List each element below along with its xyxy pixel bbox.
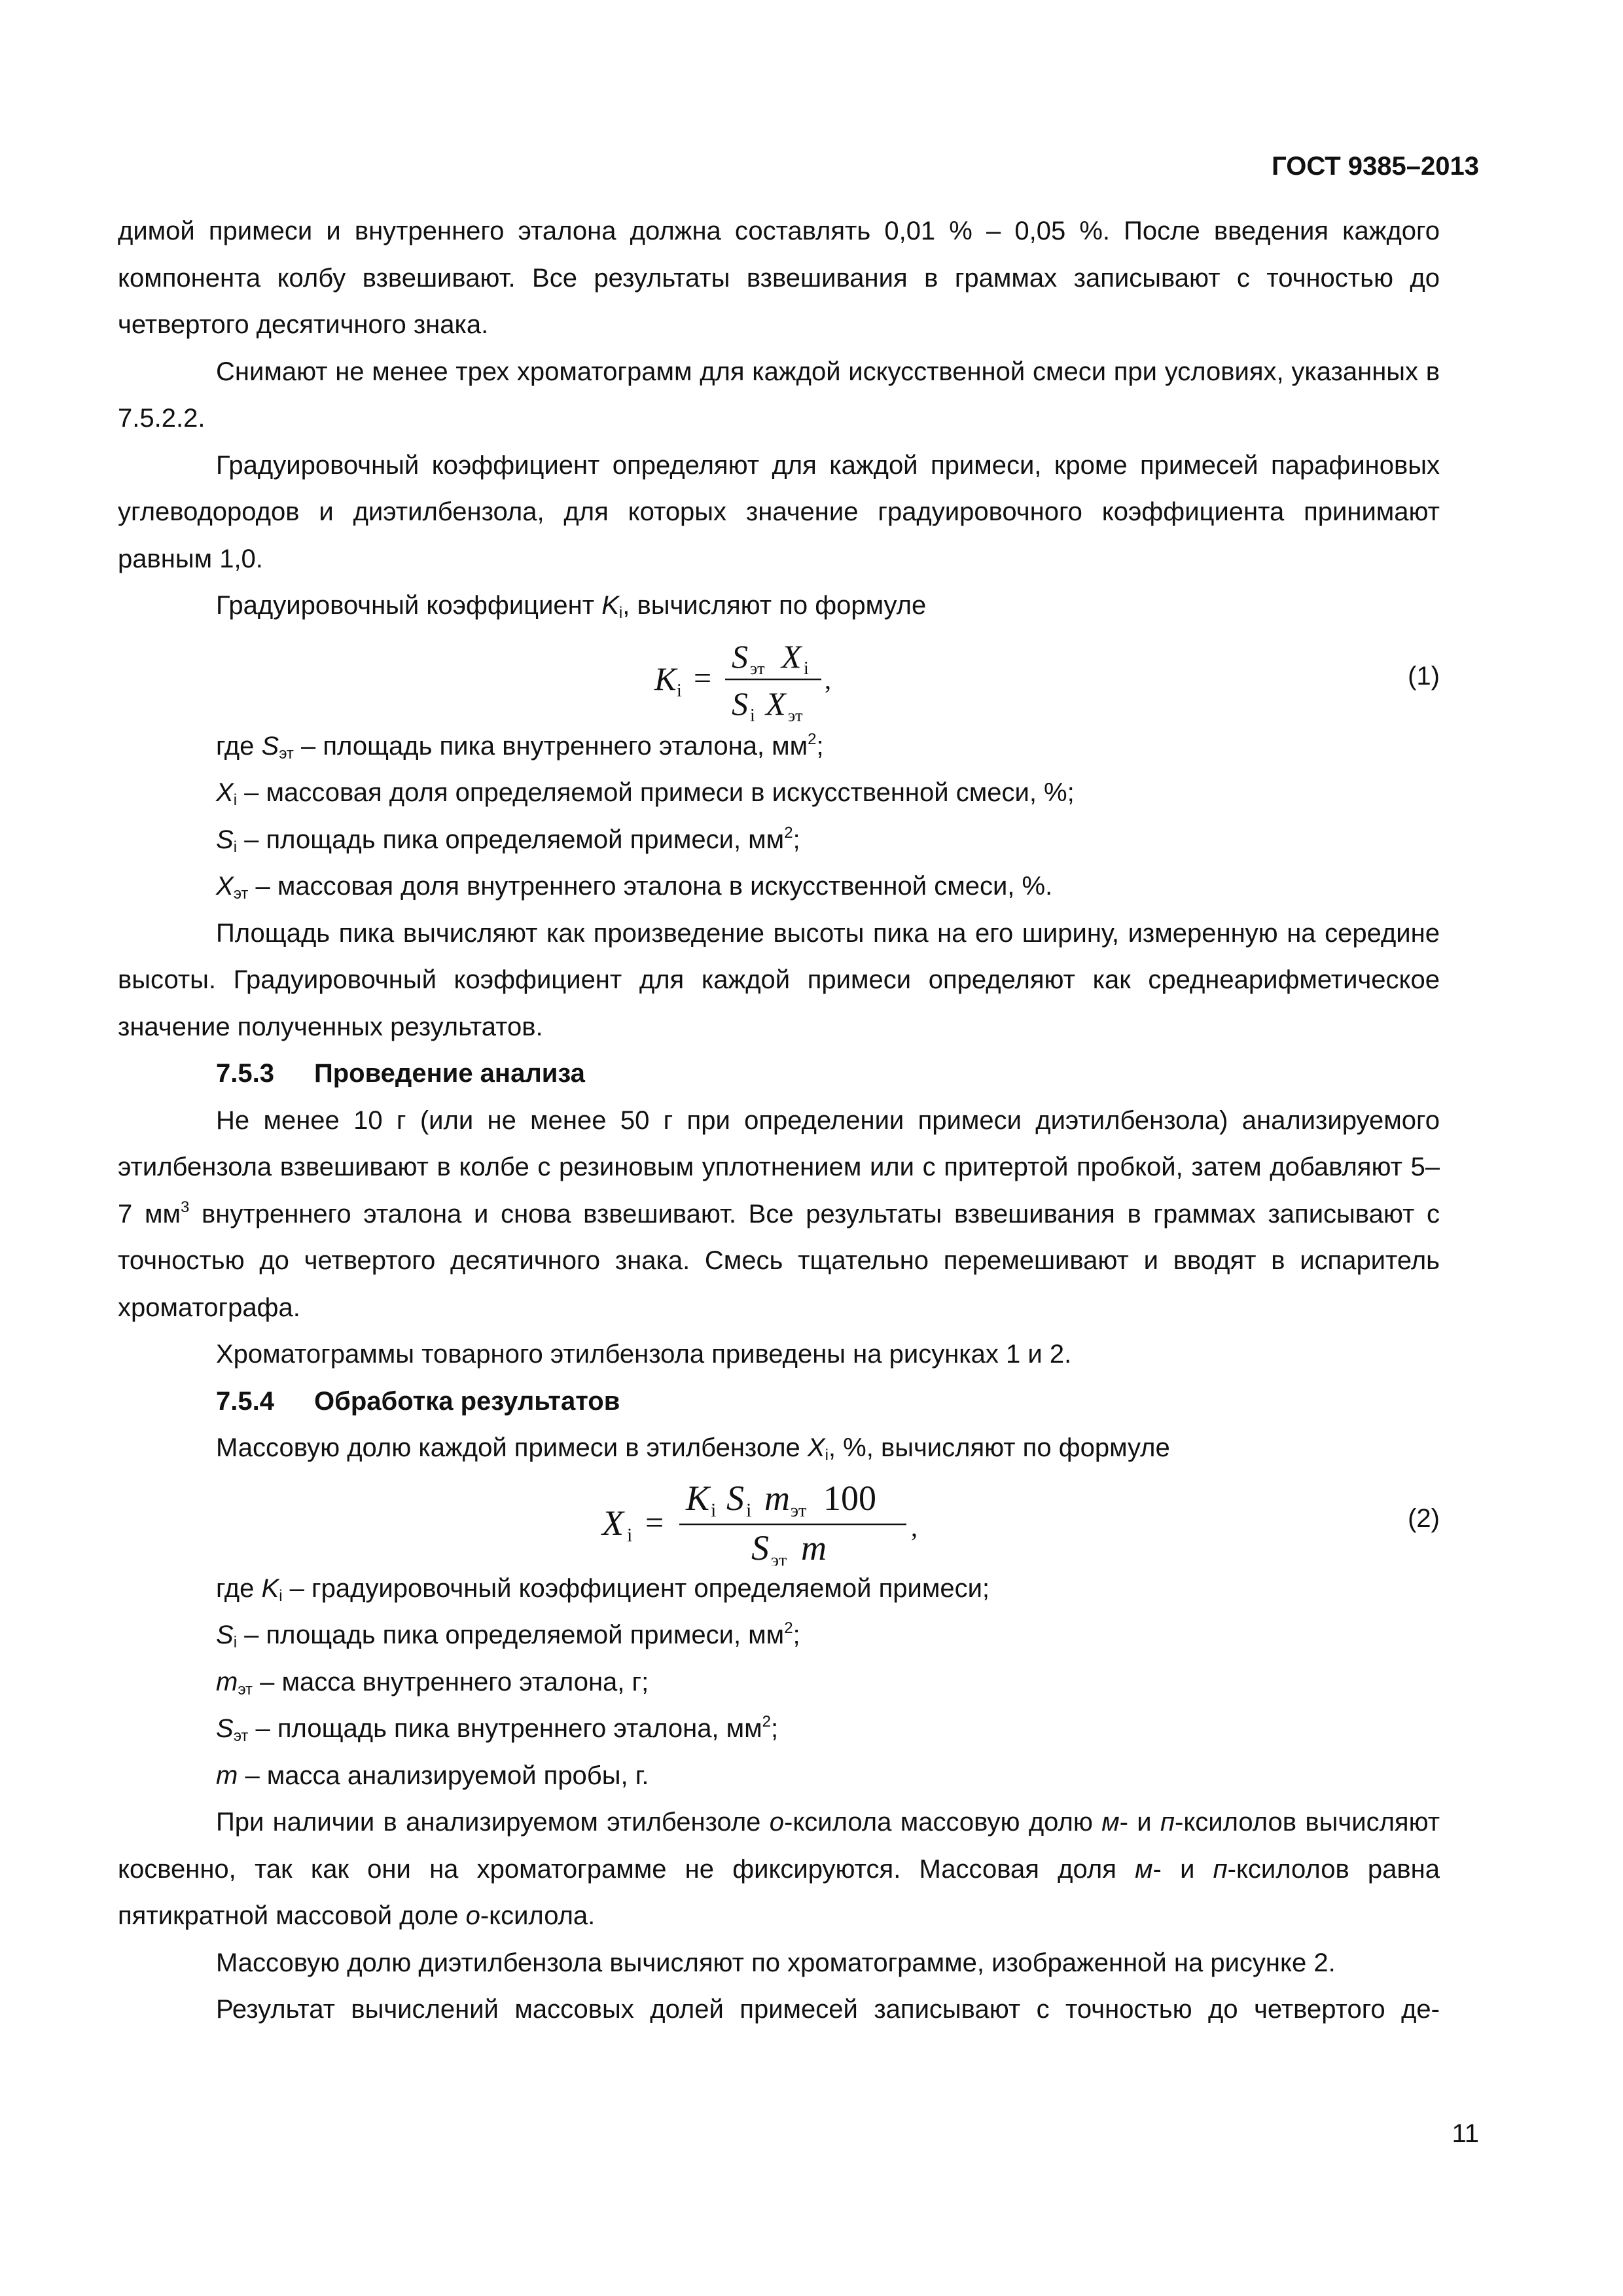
text: ; — [816, 731, 824, 761]
italic-prefix: п — [1160, 1808, 1175, 1837]
legend-item — [118, 1566, 1440, 1613]
svg-text:m: m — [801, 1528, 827, 1566]
paragraph — [118, 1425, 1440, 1472]
text: - и — [1119, 1808, 1160, 1837]
page-body — [118, 208, 1440, 2034]
svg-text:X: X — [781, 637, 802, 675]
text: – площадь пика внутреннего эталона, мм — [293, 731, 808, 761]
text: – масса внутреннего эталона, г; — [253, 1667, 649, 1696]
italic-prefix: о — [769, 1808, 785, 1837]
text: ; — [771, 1714, 779, 1743]
variable: m — [216, 1667, 238, 1696]
subscript: i — [825, 1446, 829, 1464]
superscript: 2 — [784, 823, 793, 842]
text: – масса анализируемой пробы, г. — [238, 1761, 649, 1790]
formula-2-graphic — [118, 1472, 1440, 1566]
text: ; — [793, 825, 800, 854]
paragraph — [118, 1098, 1440, 1332]
italic-prefix: о — [465, 1901, 480, 1930]
section-title: Проведение анализа — [314, 1059, 585, 1088]
text: – массовая доля определяемой примеси в искусственной смеси, %; — [237, 778, 1075, 807]
text: – градуировочный коэффициент определяемой примеси; — [282, 1573, 990, 1603]
svg-text:K: K — [686, 1478, 710, 1518]
text: Градуировочный коэффициент — [216, 591, 602, 620]
svg-text:S: S — [732, 685, 748, 722]
svg-text:i: i — [711, 1499, 717, 1521]
svg-text:i: i — [627, 1524, 633, 1546]
formula-1 — [118, 630, 1440, 723]
section-heading — [118, 1378, 1440, 1426]
formula-2 — [118, 1472, 1440, 1566]
svg-text:эт: эт — [771, 1550, 787, 1566]
text: – площадь пика внутреннего эталона, мм — [248, 1714, 762, 1743]
svg-text:m: m — [764, 1478, 790, 1518]
svg-text:эт: эт — [750, 658, 765, 678]
text: Массовую долю каждой примеси в этилбензоле — [216, 1433, 808, 1462]
subscript: эт — [279, 744, 294, 762]
text: -ксилола массовую долю — [784, 1808, 1102, 1837]
svg-text:,: , — [911, 1512, 918, 1542]
text: где — [216, 731, 262, 761]
svg-text:X: X — [602, 1503, 624, 1543]
text: Не менее 10 г (или не менее 50 г при определении примеси диэтилбензола) анализируемого этилбензола взвешивают в колбе с резиновым уплотнением или с притертой пробкой, затем добавляют 5–7 мм — [118, 1105, 1440, 1229]
document-header: ГОСТ 9385–2013 — [1272, 152, 1479, 181]
subscript: i — [233, 1634, 238, 1651]
svg-text:,: , — [825, 664, 831, 694]
subscript: i — [618, 604, 623, 622]
legend-item — [118, 863, 1440, 910]
svg-text:S: S — [726, 1478, 744, 1518]
paragraph — [118, 583, 1440, 630]
section-title: Обработка результатов — [314, 1386, 620, 1416]
italic-prefix: м — [1135, 1854, 1153, 1884]
section-number: 7.5.3 — [216, 1059, 274, 1088]
text: – площадь пика определяемой примеси, мм — [237, 825, 785, 854]
variable: X — [807, 1433, 825, 1462]
subscript: эт — [233, 1727, 249, 1745]
paragraph — [118, 1799, 1440, 1940]
text: – массовая доля внутреннего эталона в искусственной смеси, %. — [248, 872, 1053, 901]
paragraph: Хроматограммы товарного этилбензола приведены на рисунках 1 и 2. — [216, 1340, 1072, 1369]
svg-text:эт: эт — [788, 706, 803, 723]
legend-item — [118, 1659, 1440, 1706]
paragraph: Снимают не менее трех хроматограмм для каждой искусственной смеси при условиях, указанных в 7.5.2.2. — [118, 357, 1440, 433]
text: -ксилолов равна пятикратной массовой доле — [118, 1854, 1440, 1930]
svg-text:X: X — [766, 685, 786, 722]
svg-text:=: = — [694, 660, 712, 696]
variable: K — [601, 591, 619, 620]
subscript: i — [279, 1587, 283, 1605]
svg-text:S: S — [732, 637, 748, 675]
formula-1-graphic — [118, 630, 1440, 723]
section-number: 7.5.4 — [216, 1386, 274, 1416]
svg-text:i: i — [746, 1499, 752, 1521]
svg-text:=: = — [645, 1503, 664, 1541]
paragraph: Массовую долю диэтилбензола вычисляют по хроматограмме, изображенной на рисунке 2. — [216, 1948, 1336, 1977]
subscript: i — [233, 838, 238, 856]
superscript: 2 — [784, 1619, 793, 1637]
paragraph: Градуировочный коэффициент определяют для каждой примеси, кроме примесей парафиновых углеводородов и диэтилбензола, для которых значение градуировочного коэффициента принимают равным 1,0. — [118, 450, 1440, 573]
legend-item — [118, 723, 1440, 770]
text: -ксилола. — [480, 1901, 596, 1930]
superscript: 2 — [762, 1713, 772, 1731]
text: – площадь пика определяемой примеси, мм — [237, 1621, 785, 1649]
paragraph: димой примеси и внутреннего эталона должна составлять 0,01 % – 0,05 %. После введения каждого компонента колбу взвешивают. Все результаты взвешивания в граммах записывают с точностью до четвертого десятичного знака. — [118, 217, 1440, 339]
text: -ксилолов вычисляют косвенно, так как они на хроматограмме не фиксируются. Массовая доля — [118, 1808, 1440, 1884]
variable: S — [216, 1714, 234, 1743]
text: , вычисляют по формуле — [622, 591, 927, 620]
variable: X — [216, 872, 234, 901]
italic-prefix: п — [1213, 1854, 1228, 1884]
subscript: эт — [233, 885, 249, 903]
variable: X — [216, 778, 234, 807]
variable: S — [261, 731, 279, 761]
svg-text:S: S — [751, 1528, 769, 1566]
subscript: i — [233, 791, 238, 809]
superscript: 2 — [808, 730, 817, 748]
equation-number: (1) — [1408, 661, 1440, 691]
legend-item — [118, 770, 1440, 817]
legend-item — [118, 1612, 1440, 1659]
paragraph: Результат вычислений массовых долей примесей записывают с точностью до четвертого де- — [216, 1995, 1440, 2024]
equation-number: (2) — [1408, 1503, 1440, 1533]
text: При наличии в анализируемом этилбензоле — [216, 1808, 770, 1837]
subscript: эт — [238, 1680, 253, 1698]
variable: K — [261, 1573, 279, 1603]
svg-text:i: i — [677, 680, 682, 701]
superscript: 3 — [180, 1198, 190, 1216]
legend-item — [118, 817, 1440, 864]
legend-item — [118, 1753, 1440, 1800]
variable: S — [216, 825, 234, 854]
variable: S — [216, 1621, 234, 1649]
svg-text:эт: эт — [791, 1500, 807, 1521]
svg-text:i: i — [750, 705, 755, 723]
text: ; — [793, 1621, 800, 1649]
text: внутреннего эталона и снова взвешивают. Все результаты взвешивания в граммах записывают с точностью до четвертого десятичного знака. Смесь тщательно перемешивают и вводят в испаритель хроматографа. — [118, 1199, 1440, 1322]
variable: m — [216, 1761, 238, 1790]
page-number: 11 — [1452, 2119, 1479, 2148]
section-heading — [118, 1050, 1440, 1098]
svg-text:i: i — [804, 658, 809, 679]
text: , %, вычисляют по формуле — [828, 1433, 1170, 1462]
text: где — [216, 1573, 262, 1603]
text: - и — [1152, 1854, 1213, 1884]
svg-text:K: K — [654, 660, 677, 697]
legend-item — [118, 1706, 1440, 1753]
italic-prefix: м — [1101, 1808, 1120, 1837]
svg-text:100: 100 — [823, 1478, 876, 1518]
paragraph: Площадь пика вычисляют как произведение высоты пика на его ширину, измеренную на середине высоты. Градуировочный коэффициент для каждой примеси определяют как среднеарифметическое значение полученных результатов. — [118, 918, 1440, 1041]
